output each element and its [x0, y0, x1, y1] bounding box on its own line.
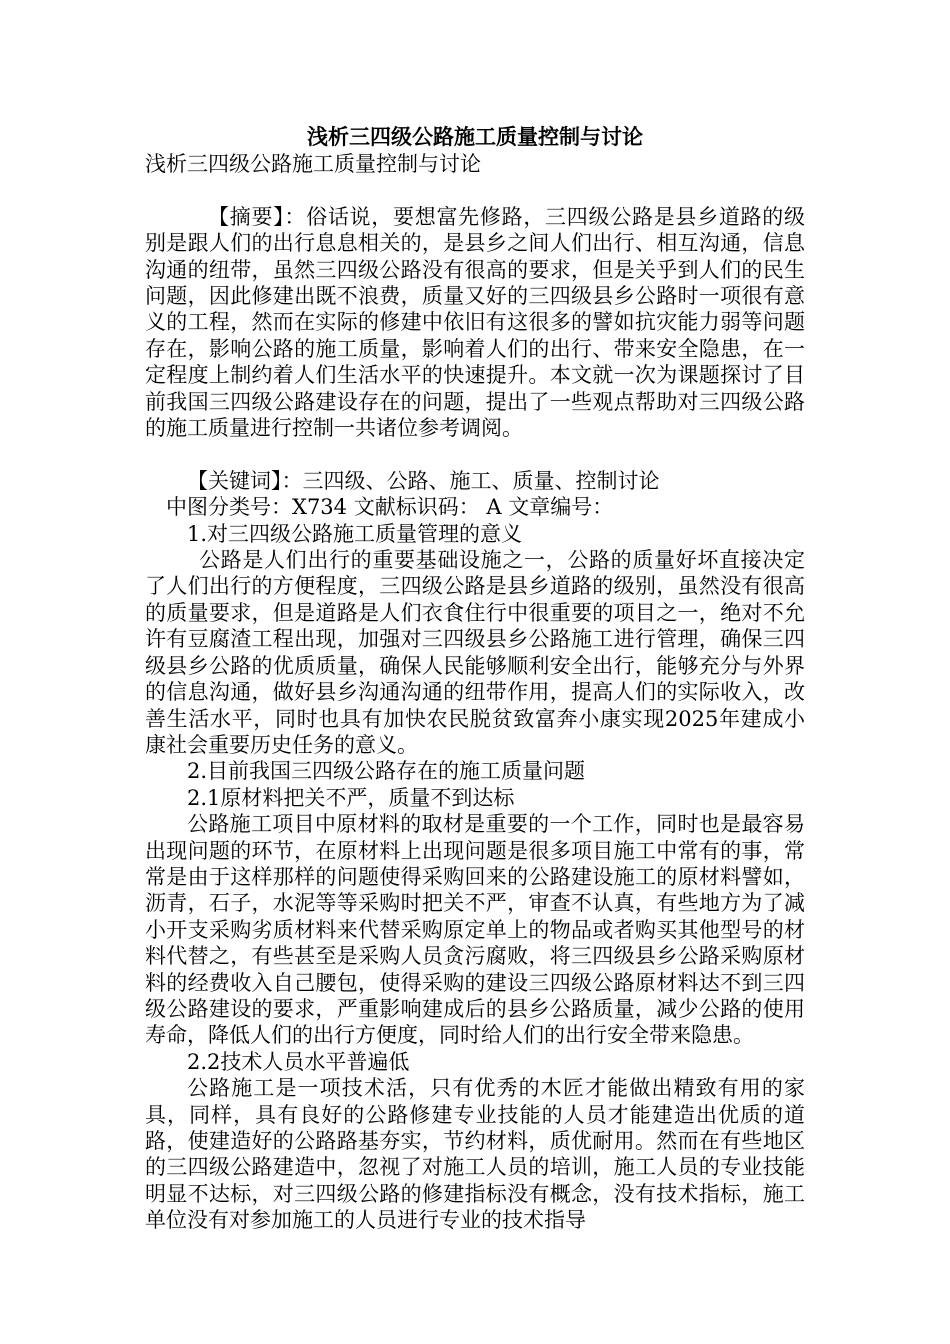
abstract-paragraph: 【摘要】：俗话说，要想富先修路，三四级公路是县乡道路的级别是跟人们的出行息息相关的，是县乡之间人们出行、相互沟通，信息沟通的纽带，虽然三四级公路没有很高的要求，但是关乎到人们的民生问题，因此修建出既不浪费，质量又好的三四级县乡公路时一项很有意义的工程，然而在实际的修建中依旧有这很多的譬如抗灾能力弱等问题存在，影响公路的施工质量，影响着人们的出行、带来安全隐患，在一定程度上制约着人们生活水平的快速提升。本文就一次为课题探讨了目前我国三四级公路建设存在的问题，提出了一些观点帮助对三四级公路的施工质量进行控制一共诸位参考调阅。 [145, 204, 805, 441]
document-subtitle: 浅析三四级公路施工质量控制与讨论 [145, 152, 481, 176]
document-body [145, 151, 805, 1234]
section-1-paragraph: 公路是人们出行的重要基础设施之一，公路的质量好坏直接决定了人们出行的方便程度，三四级公路是县乡道路的级别，虽然没有很高的质量要求，但是道路是人们衣食住行中很重要的项目之一，绝对不允许有豆腐渣工程出现，加强对三四级县乡公路施工进行管理，确保三四级县乡公路的优质质量，确保人民能够顺利安全出行，能够充分与外界的信息沟通，做好县乡沟通沟通的纽带作用，提高人们的实际收入，改善生活水平，同时也具有加快农民脱贫致富奔小康实现2025年建成小康社会重要历史任务的意义。 [145, 548, 805, 757]
section-2-2-paragraph: 公路施工是一项技术活，只有优秀的木匠才能做出精致有用的家具，同样，具有良好的公路修建专业技能的人员才能建造出优质的道路，使建造好的公路路基夯实，节约材料，质优耐用。然而在有些地区的三四级公路建造中，忽视了对施工人员的培训，施工人员的专业技能明显不达标，对三四级公路的修建指标没有概念，没有技术指标，施工单位没有对参加施工的人员进行专业的技术指导 [145, 1076, 805, 1233]
document-title: 浅析三四级公路施工质量控制与讨论 [307, 125, 643, 149]
section-2-1-heading: 2.1原材料把关不严，质量不到达标 [187, 785, 515, 810]
classification-line: 中图分类号：X734 文献标识码： A 文章编号： [166, 495, 614, 520]
keywords-paragraph: 【关键词】：三四级、公路、施工、质量、控制讨论 [187, 468, 660, 493]
section-1-heading: 1.对三四级公路施工质量管理的意义 [187, 521, 523, 546]
blank-line [145, 441, 805, 467]
section-2-heading: 2.目前我国三四级公路存在的施工质量问题 [187, 759, 586, 784]
section-2-2-heading: 2.2技术人员水平普遍低 [187, 1049, 410, 1074]
blank-line [145, 177, 805, 203]
section-2-1-paragraph: 公路施工项目中原材料的取材是重要的一个工作，同时也是最容易出现问题的环节，在原材料上出现问题是很多项目施工中常有的事，常常是由于这样那样的问题使得采购回来的公路建设施工的原材料譬如，沥青，石子，水泥等等采购时把关不严，审查不认真，有些地方为了减小开支采购劣质材料来代替采购原定单上的物品或者购买其他型号的材料代替之，有些甚至是采购人员贪污腐败，将三四级县乡公路采购原材料的经费收入自己腰包，使得采购的建设三四级公路原材料达不到三四级公路建设的要求，严重影响建成后的县乡公路质量，减少公路的使用寿命，降低人们的出行方便度，同时给人们的出行安全带来隐患。 [145, 812, 805, 1048]
